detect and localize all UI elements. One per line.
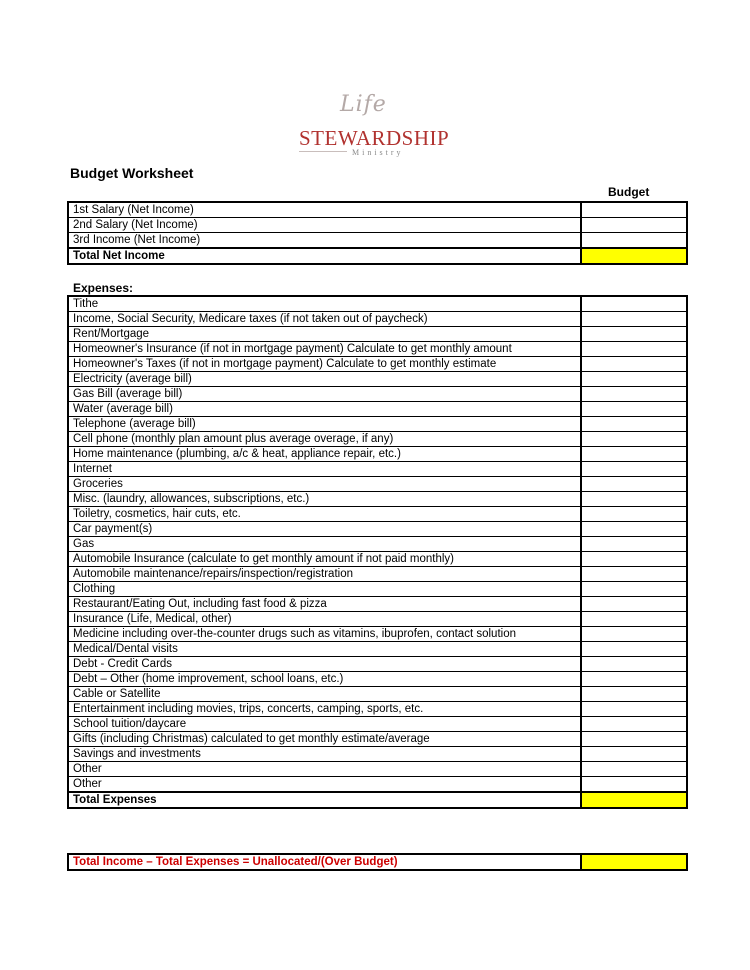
expenses-budget-cell[interactable] — [581, 477, 687, 492]
expenses-budget-cell[interactable] — [581, 717, 687, 732]
expenses-budget-cell[interactable] — [581, 732, 687, 747]
expenses-row — [68, 687, 687, 702]
expenses-row — [68, 552, 687, 567]
budget-column-header: Budget — [608, 185, 650, 199]
expenses-row — [68, 402, 687, 417]
expenses-row-label: Car payment(s) — [68, 522, 581, 537]
expenses-row — [68, 432, 687, 447]
expenses-row-label: Gas — [68, 537, 581, 552]
expenses-row-label: Savings and investments — [68, 747, 581, 762]
logo-sub-text: Ministry — [352, 148, 404, 157]
expenses-total-label: Total Expenses — [68, 792, 581, 808]
summary-table — [67, 853, 688, 871]
expenses-row-label: Telephone (average bill) — [68, 417, 581, 432]
expenses-row-label: Electricity (average bill) — [68, 372, 581, 387]
expenses-budget-cell[interactable] — [581, 296, 687, 312]
expenses-row-label: Medical/Dental visits — [68, 642, 581, 657]
expenses-row — [68, 567, 687, 582]
income-total-label: Total Net Income — [68, 248, 581, 264]
expenses-budget-cell[interactable] — [581, 657, 687, 672]
expenses-row-label: Home maintenance (plumbing, a/c & heat, appliance repair, etc.) — [68, 447, 581, 462]
expenses-row — [68, 537, 687, 552]
expenses-budget-cell[interactable] — [581, 507, 687, 522]
expenses-row-label: Gas Bill (average bill) — [68, 387, 581, 402]
stewardship-logo — [290, 92, 450, 160]
expenses-row — [68, 777, 687, 793]
expenses-row-label: Automobile Insurance (calculate to get monthly amount if not paid monthly) — [68, 552, 581, 567]
income-budget-cell[interactable] — [581, 218, 687, 233]
expenses-budget-cell[interactable] — [581, 777, 687, 793]
expenses-row-label: Groceries — [68, 477, 581, 492]
expenses-row — [68, 507, 687, 522]
expenses-row — [68, 372, 687, 387]
expenses-row — [68, 327, 687, 342]
expenses-budget-cell[interactable] — [581, 402, 687, 417]
expenses-row-label: Debt – Other (home improvement, school loans, etc.) — [68, 672, 581, 687]
expenses-budget-cell[interactable] — [581, 612, 687, 627]
income-row-label: 2nd Salary (Net Income) — [68, 218, 581, 233]
expenses-row-label: Medicine including over-the-counter drugs such as vitamins, ibuprofen, contact solution — [68, 627, 581, 642]
expenses-row — [68, 477, 687, 492]
expenses-row — [68, 717, 687, 732]
expenses-budget-cell[interactable] — [581, 462, 687, 477]
expenses-row-label: Debt - Credit Cards — [68, 657, 581, 672]
expenses-row — [68, 342, 687, 357]
income-row — [68, 202, 687, 218]
expenses-budget-cell[interactable] — [581, 387, 687, 402]
expenses-budget-cell[interactable] — [581, 372, 687, 387]
logo-rule — [299, 151, 347, 152]
expenses-row — [68, 296, 687, 312]
expenses-row — [68, 387, 687, 402]
expenses-table — [67, 295, 688, 809]
expenses-budget-cell[interactable] — [581, 357, 687, 372]
expenses-total-row — [68, 792, 687, 808]
expenses-budget-cell[interactable] — [581, 672, 687, 687]
expenses-row — [68, 417, 687, 432]
expenses-row — [68, 357, 687, 372]
logo-script-text: Life — [340, 92, 387, 117]
income-row-label: 1st Salary (Net Income) — [68, 202, 581, 218]
summary-value-cell[interactable] — [581, 854, 687, 870]
expenses-row-label: Misc. (laundry, allowances, subscriptions, etc.) — [68, 492, 581, 507]
income-total-row — [68, 248, 687, 264]
expenses-budget-cell[interactable] — [581, 447, 687, 462]
income-row — [68, 233, 687, 249]
expenses-row-label: Gifts (including Christmas) calculated to get monthly estimate/average — [68, 732, 581, 747]
expenses-row — [68, 582, 687, 597]
expenses-row-label: Internet — [68, 462, 581, 477]
expenses-budget-cell[interactable] — [581, 552, 687, 567]
summary-row — [68, 854, 687, 870]
expenses-heading: Expenses: — [73, 281, 134, 295]
expenses-budget-cell[interactable] — [581, 702, 687, 717]
expenses-row-label: Clothing — [68, 582, 581, 597]
income-row — [68, 218, 687, 233]
expenses-budget-cell[interactable] — [581, 432, 687, 447]
expenses-row-label: Automobile maintenance/repairs/inspection/registration — [68, 567, 581, 582]
expenses-row — [68, 462, 687, 477]
expenses-row-label: Other — [68, 777, 581, 793]
expenses-row-label: Homeowner's Insurance (if not in mortgage payment) Calculate to get monthly amount — [68, 342, 581, 357]
expenses-row — [68, 762, 687, 777]
expenses-row-label: Cell phone (monthly plan amount plus average overage, if any) — [68, 432, 581, 447]
expenses-row-label: Income, Social Security, Medicare taxes (if not taken out of paycheck) — [68, 312, 581, 327]
expenses-row — [68, 732, 687, 747]
expenses-row — [68, 522, 687, 537]
expenses-row — [68, 627, 687, 642]
expenses-budget-cell[interactable] — [581, 582, 687, 597]
expenses-row-label: Other — [68, 762, 581, 777]
income-table — [67, 201, 688, 265]
expenses-budget-cell[interactable] — [581, 687, 687, 702]
income-budget-cell[interactable] — [581, 202, 687, 218]
expenses-row — [68, 642, 687, 657]
expenses-budget-cell[interactable] — [581, 762, 687, 777]
expenses-budget-cell[interactable] — [581, 537, 687, 552]
expenses-row-label: Toiletry, cosmetics, hair cuts, etc. — [68, 507, 581, 522]
expenses-row-label: School tuition/daycare — [68, 717, 581, 732]
income-row-label: 3rd Income (Net Income) — [68, 233, 581, 249]
expenses-total-cell[interactable] — [581, 792, 687, 808]
expenses-budget-cell[interactable] — [581, 417, 687, 432]
expenses-row-label: Tithe — [68, 296, 581, 312]
expenses-row-label: Restaurant/Eating Out, including fast food & pizza — [68, 597, 581, 612]
income-budget-cell[interactable] — [581, 233, 687, 249]
expenses-budget-cell[interactable] — [581, 597, 687, 612]
expenses-row-label: Water (average bill) — [68, 402, 581, 417]
expenses-row-label: Cable or Satellite — [68, 687, 581, 702]
expenses-row-label: Homeowner's Taxes (if not in mortgage payment) Calculate to get monthly estimate — [68, 357, 581, 372]
expenses-row — [68, 597, 687, 612]
summary-label: Total Income – Total Expenses = Unallocated/(Over Budget) — [68, 854, 581, 870]
expenses-row-label: Insurance (Life, Medical, other) — [68, 612, 581, 627]
expenses-budget-cell[interactable] — [581, 327, 687, 342]
expenses-budget-cell[interactable] — [581, 312, 687, 327]
expenses-row — [68, 492, 687, 507]
expenses-row — [68, 702, 687, 717]
expenses-budget-cell[interactable] — [581, 747, 687, 762]
expenses-row — [68, 672, 687, 687]
expenses-row — [68, 657, 687, 672]
expenses-row — [68, 447, 687, 462]
expenses-budget-cell[interactable] — [581, 627, 687, 642]
page-title: Budget Worksheet — [70, 165, 194, 181]
expenses-budget-cell[interactable] — [581, 342, 687, 357]
expenses-row-label: Rent/Mortgage — [68, 327, 581, 342]
expenses-row — [68, 747, 687, 762]
logo-main-text: STEWARDSHIP — [299, 126, 450, 150]
expenses-row — [68, 312, 687, 327]
income-total-cell[interactable] — [581, 248, 687, 264]
expenses-budget-cell[interactable] — [581, 642, 687, 657]
expenses-budget-cell[interactable] — [581, 522, 687, 537]
expenses-row-label: Entertainment including movies, trips, concerts, camping, sports, etc. — [68, 702, 581, 717]
expenses-budget-cell[interactable] — [581, 492, 687, 507]
expenses-row — [68, 612, 687, 627]
expenses-budget-cell[interactable] — [581, 567, 687, 582]
